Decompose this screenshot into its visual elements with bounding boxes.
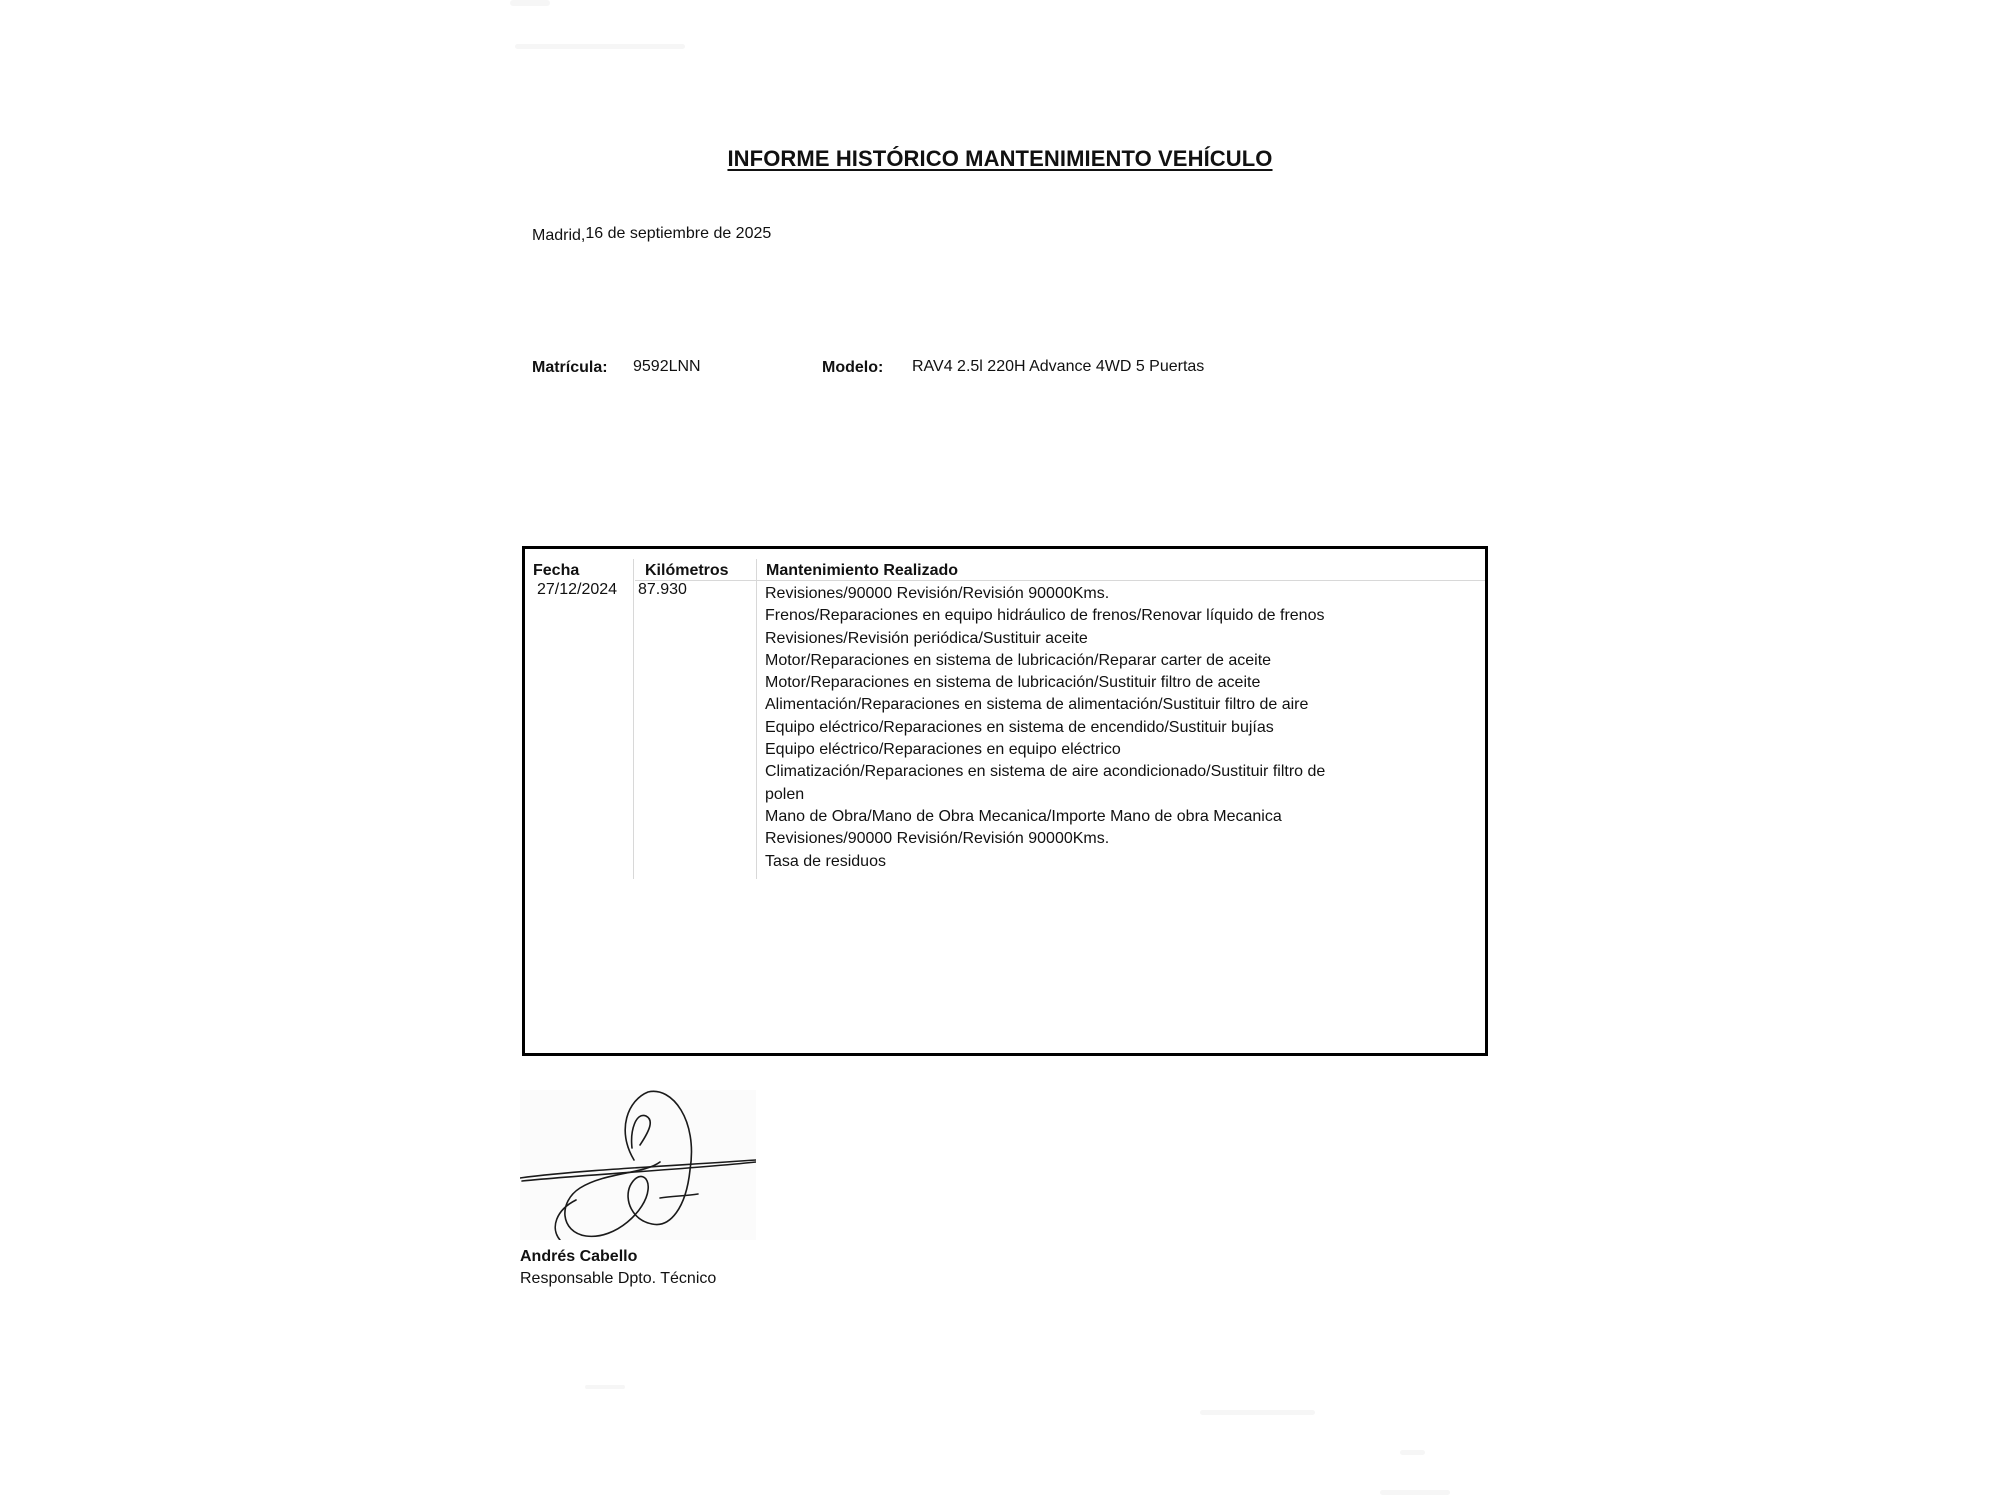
header-km: Kilómetros — [645, 562, 729, 579]
city: Madrid, — [532, 227, 586, 244]
scan-artifact — [510, 0, 550, 6]
signer-name: Andrés Cabello — [520, 1248, 638, 1265]
maintenance-item: Equipo eléctrico/Reparaciones en equipo eléctrico — [765, 741, 1121, 759]
plate-label: Matrícula: — [532, 359, 608, 376]
row-km: 87.930 — [638, 581, 687, 598]
header-maintenance: Mantenimiento Realizado — [766, 562, 959, 579]
column-divider — [756, 559, 757, 879]
maintenance-item: Climatización/Reparaciones en sistema de aire acondicionado/Sustituir filtro de — [765, 763, 1326, 781]
maintenance-item: Motor/Reparaciones en sistema de lubricación/Sustituir filtro de aceite — [765, 674, 1261, 692]
column-divider — [633, 559, 634, 879]
maintenance-item: Revisiones/90000 Revisión/Revisión 90000Kms. — [765, 830, 1110, 848]
model-value: RAV4 2.5l 220H Advance 4WD 5 Puertas — [912, 358, 1205, 375]
place-date — [532, 225, 771, 243]
scan-artifact — [585, 1385, 625, 1389]
maintenance-item: Alimentación/Reparaciones en sistema de alimentación/Sustituir filtro de aire — [765, 696, 1309, 714]
scan-artifact — [1380, 1490, 1450, 1495]
row-date: 27/12/2024 — [537, 581, 618, 598]
scan-artifact — [515, 44, 685, 49]
header-date: Fecha — [533, 562, 580, 579]
maintenance-item: Revisiones/90000 Revisión/Revisión 90000Kms. — [765, 585, 1110, 602]
maintenance-item: Tasa de residuos — [765, 852, 886, 870]
maintenance-item: Frenos/Reparaciones en equipo hidráulico de frenos/Renovar líquido de frenos — [765, 607, 1325, 625]
header-divider — [635, 580, 1485, 581]
maintenance-item: Mano de Obra/Mano de Obra Mecanica/Importe Mano de obra Mecanica — [765, 807, 1282, 825]
scan-artifact — [1400, 1450, 1425, 1455]
scan-artifact — [1200, 1410, 1315, 1415]
signature-icon — [520, 1090, 756, 1240]
maintenance-item: polen — [765, 785, 805, 803]
maintenance-item: Equipo eléctrico/Reparaciones en sistema de encendido/Sustituir bujías — [765, 718, 1274, 736]
maintenance-item: Revisiones/Revisión periódica/Sustituir aceite — [765, 629, 1088, 647]
plate-value: 9592LNN — [633, 358, 701, 375]
maintenance-item: Motor/Reparaciones en sistema de lubricación/Reparar carter de aceite — [765, 651, 1272, 669]
model-label: Modelo: — [822, 359, 884, 376]
signer-role: Responsable Dpto. Técnico — [520, 1270, 717, 1287]
maintenance-table — [522, 546, 1488, 1056]
maintenance-list — [765, 583, 1325, 873]
report-date: 16 de septiembre de 2025 — [585, 225, 772, 242]
report-title: INFORME HISTÓRICO MANTENIMIENTO VEHÍCULO — [727, 146, 1273, 171]
